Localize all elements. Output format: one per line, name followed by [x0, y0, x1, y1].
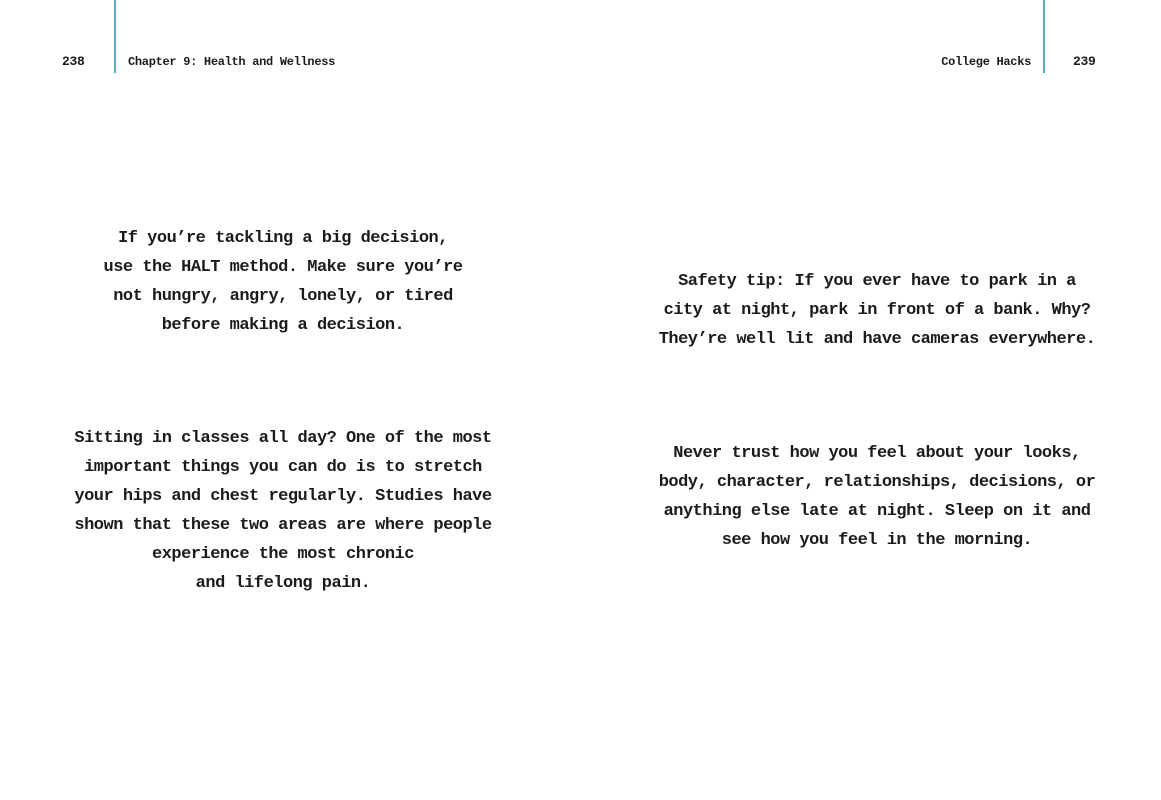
tip-stretch-hips-chest: [43, 424, 523, 598]
left-running-head: Chapter 9: Health and Wellness: [128, 55, 336, 69]
tip-line: If you’re tackling a big decision,: [118, 229, 448, 248]
tip-line: use the HALT method. Make sure you’re: [103, 258, 463, 277]
tip-line: and lifelong pain.: [195, 574, 371, 593]
left-header-rule: [114, 0, 116, 73]
tip-line: see how you feel in the morning.: [721, 531, 1033, 550]
tip-line: anything else late at night. Sleep on it and: [663, 502, 1091, 521]
tip-line: Sitting in classes all day? One of the most: [74, 429, 492, 448]
right-running-head: College Hacks: [941, 55, 1031, 69]
tip-line: Never trust how you feel about your looks,: [673, 444, 1081, 463]
tip-line: Safety tip: If you ever have to park in a: [678, 272, 1076, 291]
tip-line: city at night, park in front of a bank. Why?: [663, 301, 1091, 320]
tip-line: shown that these two areas are where people: [74, 516, 492, 535]
tip-halt-method: [63, 224, 503, 340]
tip-sleep-on-it: [637, 439, 1117, 555]
right-page-number: 239: [1073, 54, 1096, 69]
tip-line: They’re well lit and have cameras everywhere.: [658, 330, 1096, 349]
left-page-number: 238: [62, 54, 85, 69]
tip-line: body, character, relationships, decisions, or: [658, 473, 1096, 492]
tip-line: not hungry, angry, lonely, or tired: [113, 287, 453, 306]
tip-line: experience the most chronic: [152, 545, 414, 564]
tip-line: your hips and chest regularly. Studies have: [74, 487, 492, 506]
tip-line: important things you can do is to stretch: [84, 458, 482, 477]
tip-park-near-bank: [637, 267, 1117, 354]
right-header-rule: [1043, 0, 1045, 73]
tip-line: before making a decision.: [161, 316, 405, 335]
